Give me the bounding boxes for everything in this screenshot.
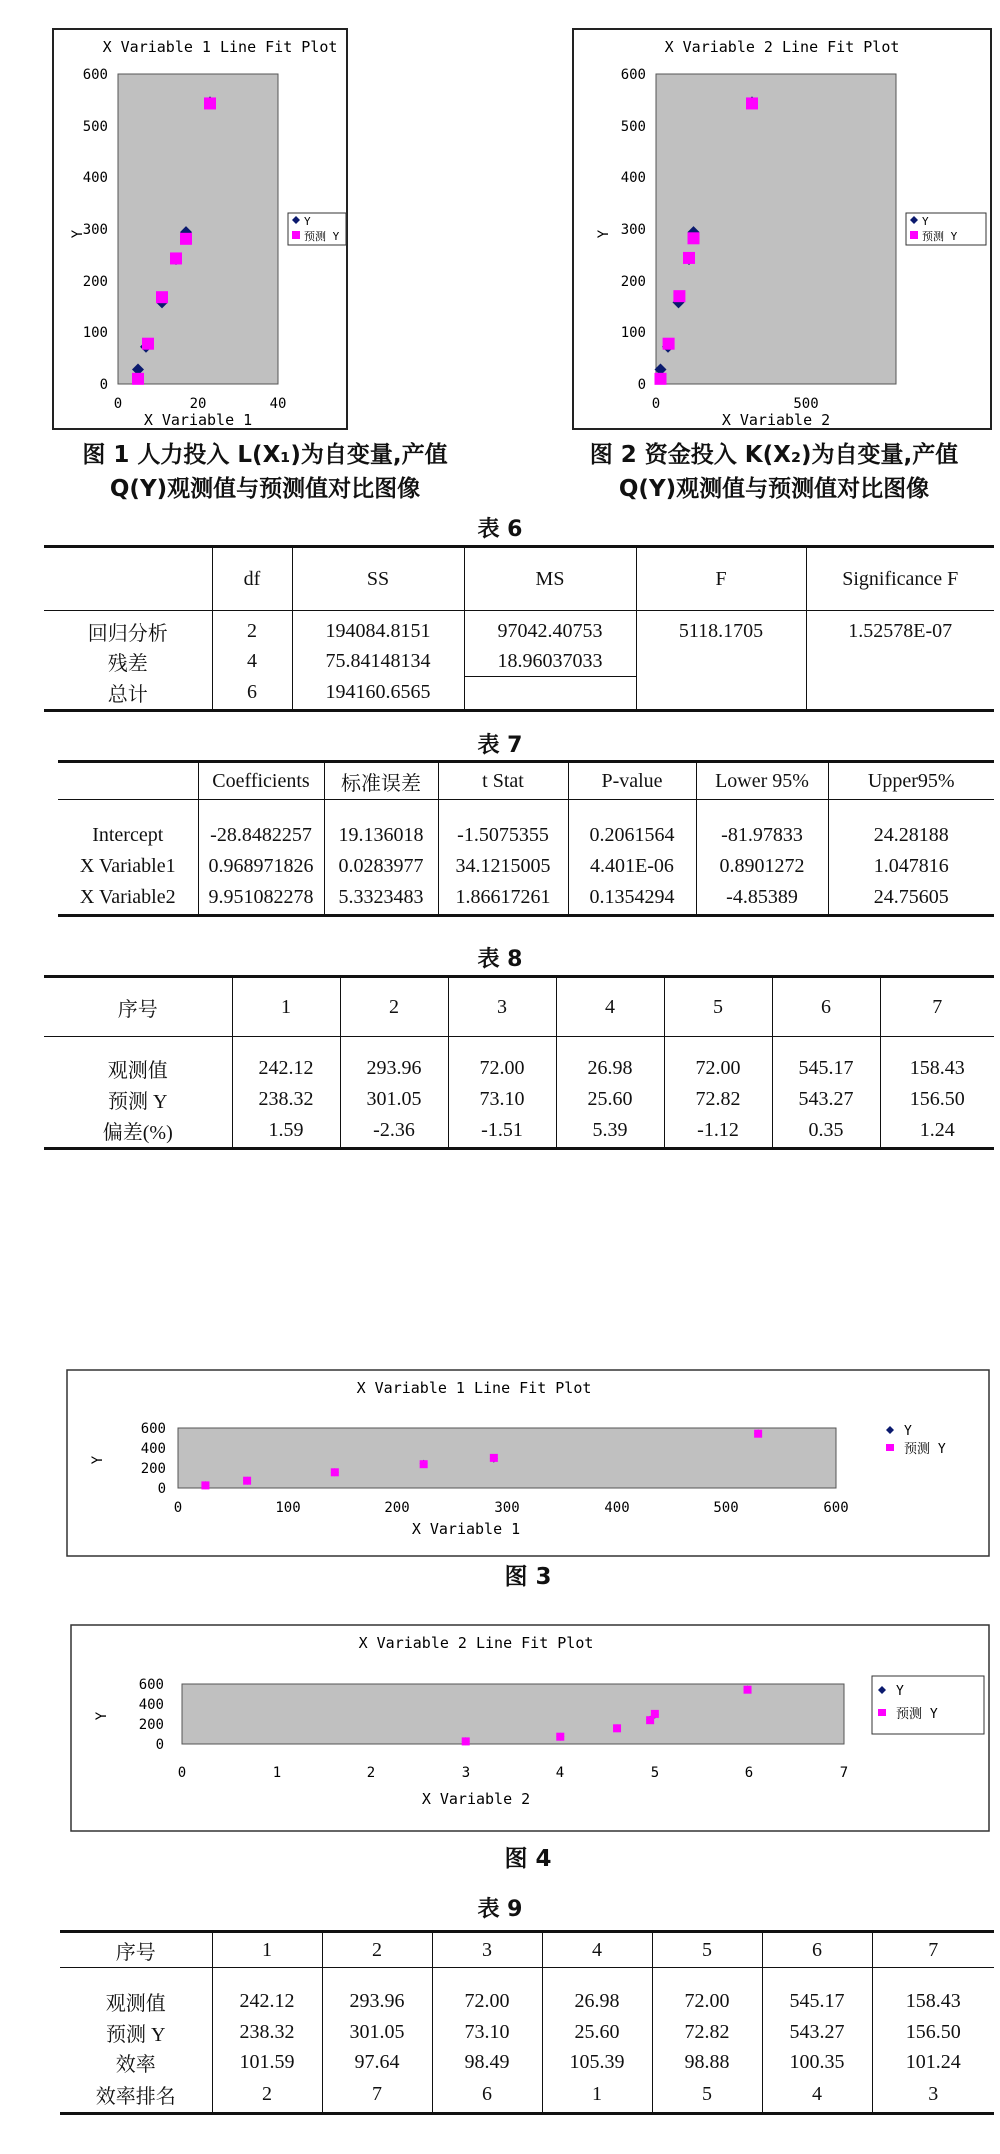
- table-8: [44, 975, 994, 1150]
- fig4-legend-y: Y: [896, 1684, 904, 1699]
- fig4-xlabel: X Variable 2: [421, 1790, 531, 1808]
- table-cell: 156.50: [909, 1088, 965, 1110]
- predicted-y-point: [462, 1737, 470, 1745]
- table-row: [58, 882, 994, 916]
- table-row: [44, 1085, 994, 1115]
- fig4-legend: [872, 1676, 984, 1734]
- predicted-y-point: [420, 1460, 428, 1468]
- figure-1-caption-line1: 图 1 人力投入 L(X₁)为自变量,产值: [82, 442, 448, 468]
- table-7-header: 标准误差: [324, 762, 438, 800]
- table-cell: 0.1354294: [568, 882, 696, 916]
- table-9-title: 表 9: [477, 1897, 523, 1922]
- fig4-xtick: 4: [555, 1765, 565, 1781]
- table-7-header: [58, 762, 198, 800]
- table-8-header: 2: [340, 977, 448, 1037]
- table-cell: 26.98: [556, 1037, 664, 1085]
- table-cell: 72.82: [664, 1085, 772, 1115]
- table-cell: 预测 Y: [44, 1085, 232, 1115]
- fig1-ylabel: Y: [70, 229, 86, 239]
- predicted-y-point: [613, 1724, 621, 1732]
- predicted-y-point: [746, 97, 758, 109]
- figure-3-caption: 图 3: [504, 1564, 552, 1590]
- table-cell: 194160.6565: [292, 677, 464, 711]
- table-cell: 3: [928, 2083, 939, 2106]
- table-cell: 543.27: [772, 1085, 880, 1115]
- legend-square-icon: [910, 231, 918, 239]
- figure-4-chart: [70, 1624, 990, 1832]
- table-row: [44, 611, 994, 647]
- fig2-legend: [906, 213, 986, 245]
- table-cell: 72.00: [652, 1968, 762, 2018]
- table-cell: 293.96: [322, 1968, 432, 2018]
- table-cell: 19.136018: [324, 800, 438, 852]
- table-cell: 1.24: [919, 1119, 955, 1142]
- table-8-title: 表 8: [477, 947, 523, 972]
- fig3-ytick: 0: [157, 1481, 166, 1497]
- table-cell: 残差: [44, 647, 212, 677]
- table-cell: 0.2061564: [568, 800, 696, 852]
- table-row: [58, 852, 994, 882]
- fig1-ytick: 400: [82, 170, 108, 186]
- table-6-header: [44, 547, 212, 611]
- fig4-xtick: 3: [461, 1765, 471, 1781]
- fig3-xtick: 400: [604, 1500, 630, 1516]
- table-cell: 4: [212, 647, 292, 677]
- table-cell: 98.49: [432, 2048, 542, 2078]
- table-cell: 72.00: [432, 1968, 542, 2018]
- table-6-header: MS: [464, 547, 636, 611]
- table-cell: 301.05: [340, 1085, 448, 1115]
- table-cell: 2: [212, 611, 292, 647]
- table-cell: 偏差(%): [44, 1115, 232, 1149]
- fig3-xtick: 600: [823, 1500, 849, 1516]
- table-cell: 73.10: [448, 1085, 556, 1115]
- figure-1-caption-line2: Q(Y)观测值与预测值对比图像: [109, 476, 421, 502]
- table-cell: 效率: [60, 2048, 212, 2078]
- predicted-y-point: [754, 1430, 762, 1438]
- table-cell: -2.36: [340, 1115, 448, 1149]
- fig1-xtick: 20: [189, 396, 207, 412]
- figure-2-caption: [548, 438, 1000, 506]
- table-cell: 5.3323483: [324, 882, 438, 916]
- table-cell: 545.17: [762, 1968, 872, 2018]
- table-cell: -4.85389: [696, 882, 828, 916]
- fig1-plot-area: [118, 74, 278, 384]
- table-cell: 0.0283977: [324, 852, 438, 882]
- legend-square-icon: [878, 1709, 886, 1716]
- table-cell: 4: [762, 2078, 872, 2114]
- predicted-y-point: [688, 232, 700, 244]
- predicted-y-point: [683, 252, 695, 264]
- table-cell: 98.88: [652, 2048, 762, 2078]
- table-cell: 1.59: [232, 1115, 340, 1149]
- predicted-y-point: [180, 233, 192, 245]
- table-cell: -1.12: [664, 1115, 772, 1149]
- table-cell: 0.968971826: [198, 852, 324, 882]
- table-6-header: SS: [292, 547, 464, 611]
- table-cell: 72.00: [664, 1037, 772, 1085]
- fig3-ytick: 600: [140, 1421, 166, 1437]
- table-cell: 34.1215005: [438, 852, 568, 882]
- table-6-header: Significance F: [842, 567, 959, 590]
- table-cell: 25.60: [542, 2018, 652, 2048]
- table-9-header: 5: [652, 1932, 762, 1968]
- table-cell: 238.32: [232, 1085, 340, 1115]
- table-cell: -1.5075355: [438, 800, 568, 852]
- table-cell: 5118.1705: [636, 611, 806, 647]
- fig4-xtick: 7: [839, 1765, 849, 1781]
- fig1-ytick: 0: [99, 377, 108, 393]
- predicted-y-point: [744, 1686, 752, 1694]
- fig2-ylabel: Y: [596, 229, 612, 239]
- fig3-legend-pred: 预测 Y: [904, 1442, 946, 1457]
- table-cell: 97042.40753: [464, 611, 636, 647]
- table-9-header: 6: [762, 1932, 872, 1968]
- table-9-header: 7: [928, 1938, 939, 1961]
- fig3-xlabel: X Variable 1: [411, 1520, 521, 1538]
- table-cell: 101.59: [212, 2048, 322, 2078]
- table-cell: 242.12: [232, 1037, 340, 1085]
- table-row: [60, 2048, 994, 2078]
- fig1-ytick: 500: [82, 119, 108, 135]
- table-cell: 2: [212, 2078, 322, 2114]
- table-cell: [636, 647, 806, 677]
- table-cell: 72.82: [652, 2018, 762, 2048]
- table-cell: 18.96037033: [464, 647, 636, 677]
- fig1-ytick: 200: [82, 274, 108, 290]
- table-9-header: 2: [322, 1932, 432, 1968]
- fig4-legend-pred: 预测 Y: [896, 1707, 938, 1722]
- table-cell: -28.8482257: [198, 800, 324, 852]
- table-cell: 242.12: [212, 1968, 322, 2018]
- table-cell: 1: [542, 2078, 652, 2114]
- table-row: [60, 1968, 994, 2018]
- fig2-ytick: 500: [620, 119, 646, 135]
- table-cell: 24.28188: [873, 824, 949, 847]
- predicted-y-point: [651, 1710, 659, 1718]
- table-cell: X Variable2: [58, 882, 198, 916]
- table-cell: 预测 Y: [60, 2018, 212, 2048]
- fig3-plot-area: [178, 1428, 836, 1488]
- table-cell: X Variable1: [58, 852, 198, 882]
- table-7-header: Upper95%: [867, 769, 955, 792]
- legend-square-icon: [886, 1444, 894, 1451]
- table-8-header: 4: [556, 977, 664, 1037]
- table-6: [44, 545, 994, 712]
- fig2-legend-pred: 预测 Y: [922, 230, 958, 243]
- predicted-y-point: [204, 97, 216, 109]
- fig1-ytick: 300: [82, 222, 108, 238]
- table-8-header: 7: [932, 995, 943, 1018]
- predicted-y-point: [490, 1454, 498, 1462]
- table-cell: 105.39: [542, 2048, 652, 2078]
- fig4-xtick: 1: [272, 1765, 282, 1781]
- fig3-title: X Variable 1 Line Fit Plot: [356, 1379, 592, 1397]
- fig3-xtick: 300: [494, 1500, 520, 1516]
- table-7: [58, 760, 994, 917]
- predicted-y-point: [170, 252, 182, 264]
- table-7-header: P-value: [568, 762, 696, 800]
- fig2-ytick: 400: [620, 170, 646, 186]
- table-cell: Intercept: [58, 800, 198, 852]
- fig4-xtick: 0: [177, 1765, 187, 1781]
- figure-1-caption: [30, 438, 500, 506]
- table-8-header: 1: [232, 977, 340, 1037]
- table-cell: 5.39: [556, 1115, 664, 1149]
- table-cell: 4.401E-06: [568, 852, 696, 882]
- table-cell: [464, 677, 636, 711]
- table-row: [60, 2018, 994, 2048]
- table-cell: 0.35: [772, 1115, 880, 1149]
- table-cell: 75.84148134: [292, 647, 464, 677]
- table-cell: 回归分析: [44, 611, 212, 647]
- fig4-ytick: 200: [138, 1717, 164, 1733]
- fig2-legend-y: Y: [922, 215, 929, 228]
- table-6-header: F: [636, 547, 806, 611]
- table-cell: [806, 647, 994, 677]
- figure-4-caption: 图 4: [504, 1846, 552, 1872]
- table-cell: [636, 677, 806, 711]
- fig4-ylabel: Y: [94, 1711, 110, 1721]
- fig1-xtick: 0: [113, 396, 123, 412]
- table-9-header: 序号: [60, 1932, 212, 1968]
- table-7-header: t Stat: [438, 762, 568, 800]
- table-8-header: 3: [448, 977, 556, 1037]
- fig3-xtick: 0: [173, 1500, 183, 1516]
- table-cell: 5: [652, 2078, 762, 2114]
- fig2-xtick: 0: [651, 396, 661, 412]
- fig4-title: X Variable 2 Line Fit Plot: [358, 1634, 594, 1652]
- predicted-y-point: [156, 291, 168, 303]
- table-cell: 观测值: [60, 1968, 212, 2018]
- table-cell: -1.51: [448, 1115, 556, 1149]
- table-cell: 总计: [44, 677, 212, 711]
- table-cell: 7: [322, 2078, 432, 2114]
- table-6-title: 表 6: [477, 517, 523, 542]
- figure-2-caption-line1: 图 2 资金投入 K(X₂)为自变量,产值: [589, 442, 959, 468]
- fig1-xtick: 40: [269, 396, 287, 412]
- fig4-ytick: 600: [138, 1677, 164, 1693]
- fig1-legend-pred: 预测 Y: [304, 230, 340, 243]
- fig2-xlabel: X Variable 2: [721, 411, 831, 429]
- table-7-header: Lower 95%: [696, 762, 828, 800]
- figure-2-caption-line2: Q(Y)观测值与预测值对比图像: [618, 476, 930, 502]
- table-cell: 73.10: [432, 2018, 542, 2048]
- fig1-legend-y: Y: [304, 215, 311, 228]
- table-cell: 24.75605: [873, 886, 949, 909]
- table-cell: 301.05: [322, 2018, 432, 2048]
- predicted-y-point: [243, 1477, 251, 1485]
- table-cell: 97.64: [322, 2048, 432, 2078]
- predicted-y-point: [663, 338, 675, 350]
- predicted-y-point: [331, 1468, 339, 1476]
- table-cell: 72.00: [448, 1037, 556, 1085]
- fig1-ytick: 100: [82, 325, 108, 341]
- table-cell: 158.43: [909, 1057, 965, 1080]
- fig4-xtick: 6: [744, 1765, 754, 1781]
- table-cell: [806, 677, 994, 711]
- fig2-xtick: 500: [793, 396, 819, 412]
- table-cell: 293.96: [340, 1037, 448, 1085]
- table-row: [58, 800, 994, 852]
- fig3-xtick: 100: [275, 1500, 301, 1516]
- table-cell: 25.60: [556, 1085, 664, 1115]
- figure-1-chart: [52, 28, 348, 430]
- table-cell: 100.35: [762, 2048, 872, 2078]
- fig2-ytick: 0: [637, 377, 646, 393]
- fig3-legend-y: Y: [904, 1424, 912, 1439]
- table-9-header: 3: [432, 1932, 542, 1968]
- table-9-header: 1: [212, 1932, 322, 1968]
- table-cell: 1.52578E-07: [848, 620, 953, 643]
- predicted-y-point: [673, 290, 685, 302]
- table-cell: 9.951082278: [198, 882, 324, 916]
- fig3-xtick: 500: [713, 1500, 739, 1516]
- fig2-title: X Variable 2 Line Fit Plot: [664, 38, 900, 56]
- fig4-xtick: 5: [650, 1765, 660, 1781]
- fig4-ytick: 400: [138, 1697, 164, 1713]
- legend-square-icon: [292, 231, 300, 239]
- table-cell: 1.86617261: [438, 882, 568, 916]
- table-9-header: 4: [542, 1932, 652, 1968]
- table-cell: 6: [212, 677, 292, 711]
- predicted-y-point: [655, 373, 667, 385]
- table-cell: 158.43: [905, 1990, 961, 2013]
- table-cell: 101.24: [905, 2051, 961, 2073]
- table-row: [44, 647, 994, 677]
- table-row: [44, 1115, 994, 1149]
- fig2-ytick: 100: [620, 325, 646, 341]
- table-cell: 543.27: [762, 2018, 872, 2048]
- predicted-y-point: [556, 1733, 564, 1741]
- table-7-title: 表 7: [477, 733, 523, 758]
- fig4-xtick: 2: [366, 1765, 376, 1781]
- fig1-legend: [288, 213, 346, 245]
- fig1-title: X Variable 1 Line Fit Plot: [102, 38, 338, 56]
- fig1-ytick: 600: [82, 67, 108, 83]
- table-cell: 0.8901272: [696, 852, 828, 882]
- table-row: [60, 2078, 994, 2114]
- table-cell: 156.50: [905, 2021, 961, 2043]
- fig2-ytick: 300: [620, 222, 646, 238]
- fig1-xlabel: X Variable 1: [143, 411, 253, 429]
- table-9: [60, 1930, 994, 2115]
- table-cell: 6: [432, 2078, 542, 2114]
- table-cell: 194084.8151: [292, 611, 464, 647]
- table-row: [44, 1037, 994, 1085]
- predicted-y-point: [201, 1481, 209, 1489]
- table-cell: 观测值: [44, 1037, 232, 1085]
- fig2-ytick: 200: [620, 274, 646, 290]
- table-row: [44, 677, 994, 711]
- fig4-ytick: 0: [155, 1737, 164, 1753]
- fig2-ytick: 600: [620, 67, 646, 83]
- figure-2-chart: [572, 28, 992, 430]
- predicted-y-point: [142, 338, 154, 350]
- table-cell: 1.047816: [873, 855, 949, 877]
- table-8-header: 序号: [44, 977, 232, 1037]
- figure-3-chart: [66, 1369, 990, 1557]
- predicted-y-point: [132, 373, 144, 385]
- table-cell: 545.17: [772, 1037, 880, 1085]
- table-cell: 效率排名: [60, 2078, 212, 2114]
- table-6-header: df: [212, 547, 292, 611]
- table-7-header: Coefficients: [198, 762, 324, 800]
- fig3-ytick: 400: [140, 1441, 166, 1457]
- table-8-header: 6: [772, 977, 880, 1037]
- fig3-xtick: 200: [384, 1500, 410, 1516]
- fig3-ylabel: Y: [90, 1455, 106, 1465]
- fig3-ytick: 200: [140, 1461, 166, 1477]
- table-cell: 26.98: [542, 1968, 652, 2018]
- table-8-header: 5: [664, 977, 772, 1037]
- table-cell: 238.32: [212, 2018, 322, 2048]
- table-cell: -81.97833: [696, 800, 828, 852]
